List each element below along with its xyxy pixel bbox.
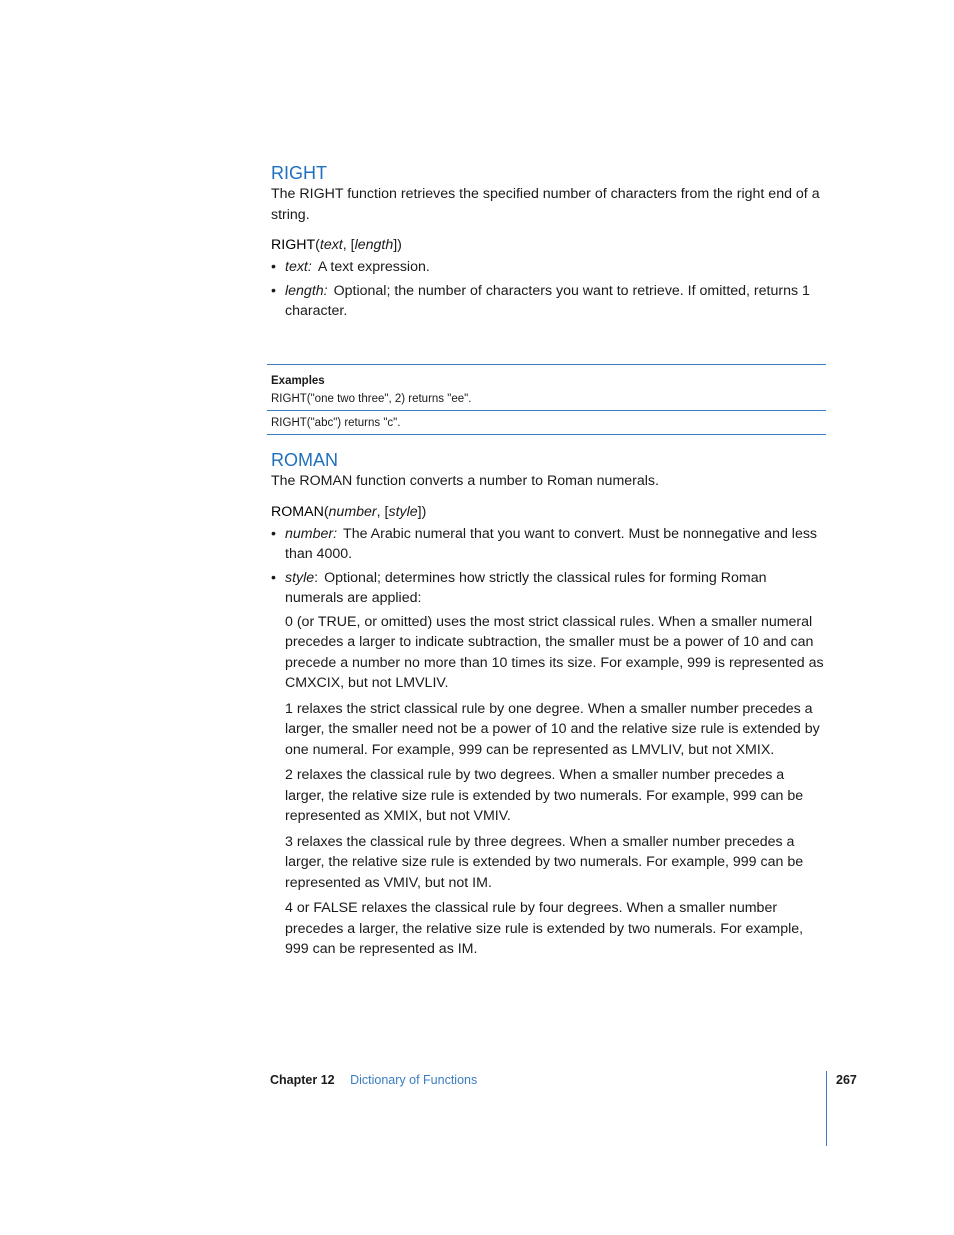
page-number: 267 — [836, 1073, 857, 1087]
example-cell: RIGHT("one two three", 2) returns "ee". — [267, 387, 826, 411]
table-header-row — [267, 365, 826, 388]
style-value-3: 3 relaxes the classical rule by three degrees. When a smaller number precedes a larger, the relative size rule is extended by two numerals. For example, 999 can be represented as VMIV, but not IM. — [285, 833, 804, 891]
syntax-arg-number: number — [328, 503, 377, 520]
param-item — [271, 257, 827, 278]
chapter-label: Chapter 12 — [270, 1073, 335, 1087]
param-name: text: — [285, 259, 312, 275]
param-desc: A text expression. — [317, 259, 430, 275]
syntax-sep: , [ — [376, 503, 389, 520]
footer-divider — [826, 1071, 827, 1146]
style-value-1: 1 relaxes the strict classical rule by one degree. When a smaller number precedes a larger, the smaller need not be a power of 10 and the relative size rule is extended by one numeral. For example, 999 can be represented as LMVLIV, but not XMIX. — [285, 700, 820, 758]
style-value-2: 2 relaxes the classical rule by two degrees. When a smaller number precedes a larger, the relative size rule is extended by two numerals. For example, 999 can be represented as XMIX, but not VMIV. — [285, 767, 804, 824]
syntax-close: ]) — [393, 237, 402, 253]
roman-description: The ROMAN function converts a number to Roman numerals. — [271, 473, 659, 489]
param-item — [271, 524, 827, 565]
syntax-sep: , [ — [342, 237, 355, 253]
examples-table — [267, 364, 826, 435]
param-desc: Optional; determines how strictly the classical rules for forming Roman numerals are applied: — [285, 569, 767, 606]
param-item — [271, 281, 827, 322]
roman-heading: ROMAN — [271, 450, 338, 470]
param-name: style — [285, 569, 315, 586]
table-row — [267, 411, 826, 435]
right-params — [271, 257, 827, 322]
syntax-function: ROMAN — [271, 503, 324, 520]
roman-syntax — [271, 502, 827, 522]
syntax-function: RIGHT — [271, 237, 316, 253]
style-value-4: 4 or FALSE relaxes the classical rule by four degrees. When a smaller number precedes a larger, the relative size rule is extended by two numerals. For example, 999 can be represented as IM. — [285, 900, 804, 957]
table-row — [267, 387, 826, 411]
syntax-close: ]) — [417, 503, 427, 520]
example-cell: RIGHT("abc") returns "c". — [267, 411, 826, 435]
roman-params — [271, 524, 827, 609]
page-footer — [270, 1073, 477, 1087]
syntax-open: ( — [315, 237, 320, 253]
roman-section — [271, 449, 827, 965]
param-name: number: — [285, 525, 338, 542]
param-name: length: — [285, 282, 328, 299]
syntax-open: ( — [323, 503, 329, 520]
right-heading: RIGHT — [271, 163, 327, 183]
chapter-title-link[interactable]: Dictionary of Functions — [350, 1073, 478, 1087]
syntax-arg-text: text — [319, 237, 343, 253]
param-colon: : — [314, 569, 319, 586]
right-description: The RIGHT function retrieves the specified number of characters from the right end of a string. — [271, 186, 820, 223]
right-syntax — [271, 235, 827, 255]
syntax-arg-length: length — [354, 237, 394, 253]
syntax-arg-style: style — [388, 503, 418, 520]
param-desc: The Arabic numeral that you want to convert. Must be nonnegative and less than 4000. — [285, 525, 818, 562]
style-value-0: 0 (or TRUE, or omitted) uses the most strict classical rules. When a smaller numeral precedes a larger to indicate subtraction, the smaller must be a power of 10 and can precede a number no more than 10 times its size. For example, 999 is represented as CMXCIX, but not LMVLIV. — [285, 613, 824, 691]
param-desc: Optional; the number of characters you want to retrieve. If omitted, returns 1 character. — [285, 282, 810, 319]
examples-header: Examples — [267, 365, 826, 388]
right-section — [271, 162, 827, 325]
param-item — [271, 568, 827, 609]
